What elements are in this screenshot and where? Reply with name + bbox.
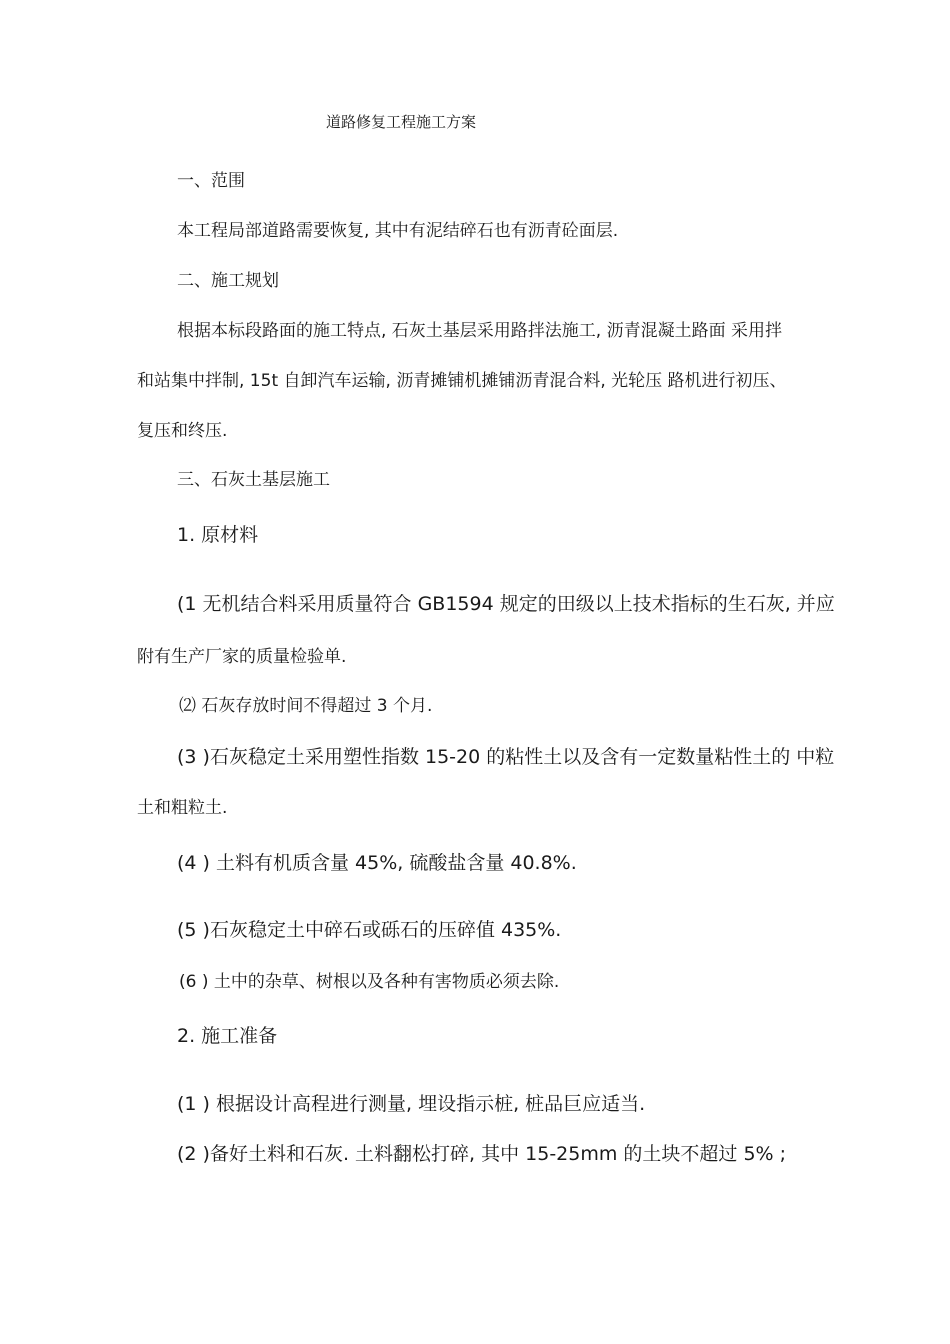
subsection-heading-materials: 1. 原材料: [177, 524, 259, 546]
section-heading-scope: 一、范围: [177, 171, 245, 191]
list-item-line: (1 ) 根据设计高程进行测量, 埋设指示桩, 桩品巨应适当.: [177, 1093, 646, 1115]
list-item-line: (6 ) 土中的杂草、树根以及各种有害物质必须去除.: [179, 972, 560, 992]
section-heading-lime-soil: 三、石灰土基层施工: [177, 470, 330, 490]
paragraph-line: 根据本标段路面的施工特点, 石灰土基层采用路拌法施工, 沥青混凝土路面 采用拌: [177, 321, 783, 341]
list-item-line: (4 ) 土料有机质含量 45%, 硫酸盐含量 40.8%.: [177, 852, 577, 874]
list-item-line: (5 )石灰稳定土中碎石或砾石的压碎值 435%.: [177, 919, 562, 941]
list-item-line: (1 无机结合料采用质量符合 GB1594 规定的田级以上技术指标的生石灰, 并应: [177, 593, 835, 615]
list-item-line: (3 )石灰稳定土采用塑性指数 15-20 的粘性土以及含有一定数量粘性土的 中粒: [177, 746, 835, 768]
paragraph-line: 和站集中拌制, 15t 自卸汽车运输, 沥青摊铺机摊铺沥青混合料, 光轮压 路机进行初压、: [137, 371, 787, 391]
list-item-line: ⑵ 石灰存放时间不得超过 3 个月.: [179, 696, 433, 716]
list-item-line: 附有生产厂家的质量检验单.: [137, 647, 347, 667]
list-item-line: (2 )备好土料和石灰. 土料翻松打碎, 其中 15-25mm 的土块不超过 5% ;: [177, 1143, 787, 1165]
section-heading-planning: 二、施工规划: [177, 271, 279, 291]
list-item-line: 土和粗粒土.: [137, 798, 228, 818]
subsection-heading-preparation: 2. 施工准备: [177, 1025, 278, 1047]
document-title: 道路修复工程施工方案: [326, 113, 477, 131]
paragraph-line: 本工程局部道路需要恢复, 其中有泥结碎石也有沥青砼面层.: [177, 221, 619, 241]
paragraph-line: 复压和终压.: [137, 421, 228, 441]
